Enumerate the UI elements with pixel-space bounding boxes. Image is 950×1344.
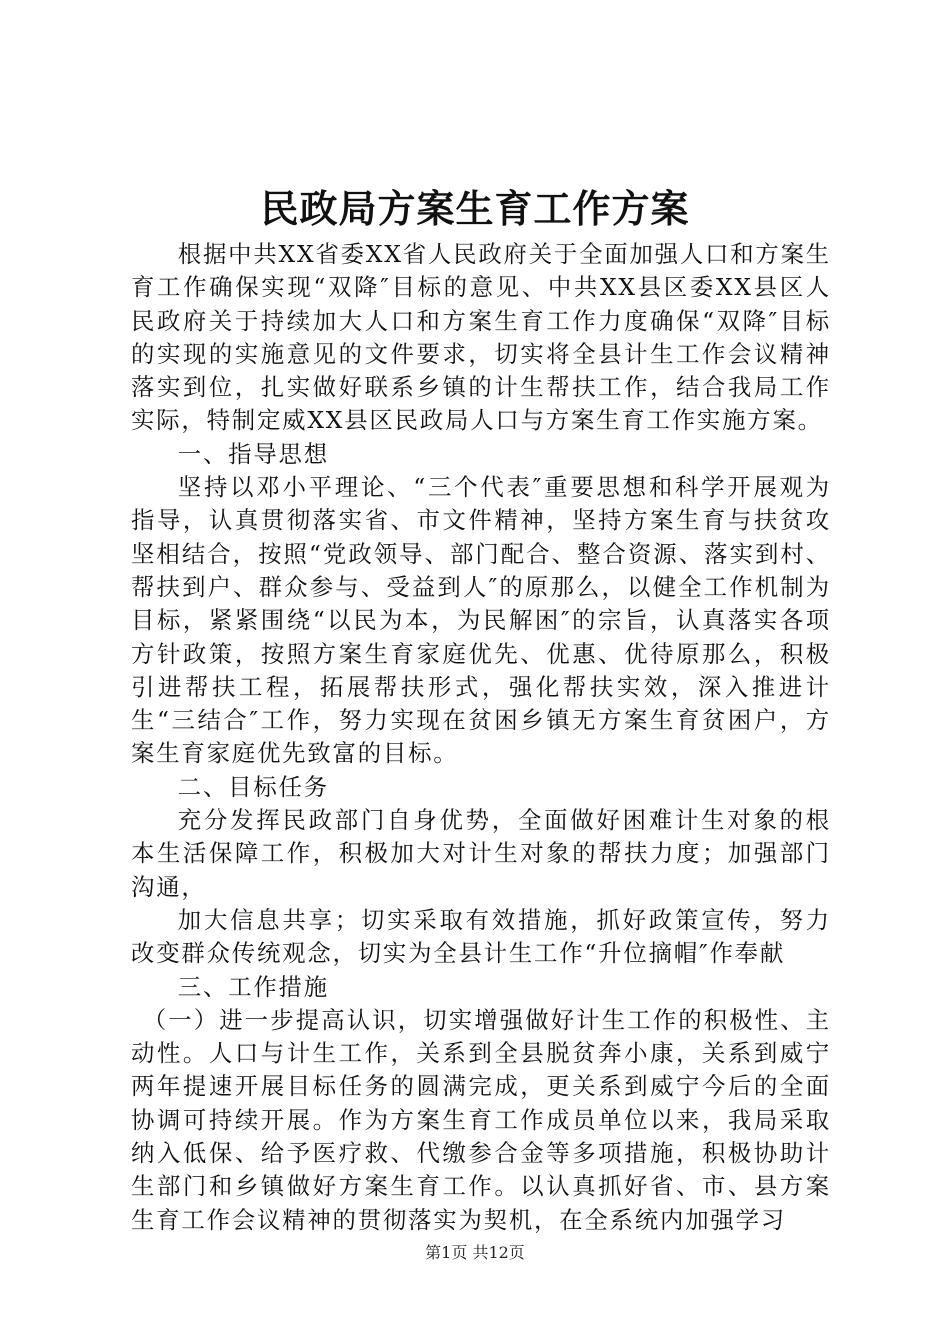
measures-paragraph-1: （一）进一步提高认识，切实增强做好计生工作的积极性、主动性。人口与计生工作，关系到全县脱贫奔小康，关系到威宁两年提速开展目标任务的圆满完成，更关系到威宁今后的全面协调可持续开展。作为方案生育工作成员单位以来，我局采取纳入低保、给予医疗救、代缴参合金等多项措施，积极协助计生部门和乡镇做好方案生育工作。以认真抓好省、市、县方案生育工作会议精神的贯彻落实为契机，在全系统内加强学习 [131,1005,831,1234]
page-number: 第1页 共12页 [425,1243,525,1262]
document-title: 民政局方案生育工作方案 [260,186,690,231]
intro-paragraph: 根据中共XX省委XX省人民政府关于全面加强人口和方案生育工作确保实现“双降″目标的意见、中共XX县区委XX县区人民政府关于持续加大人口和方案生育工作力度确保“双降″目标的实现的实施意见的文件要求，切实将全县计生工作会议精神落实到位，扎实做好联系乡镇的计生帮扶工作，结合我局工作实际，特制定威XX县区民政局人口与方案生育工作实施方案。 [131,240,831,435]
goals-paragraph-2: 加大信息共享；切实采取有效措施，抓好政策宣传，努力改变群众传统观念，切实为全县计生工作“升位摘帽″作奉献 [131,905,831,968]
section-heading-goals: 二、目标任务 [177,772,329,801]
guiding-ideology-paragraph: 坚持以邓小平理论、“三个代表″重要思想和科学开展观为指导，认真贯彻落实省、市文件精神，坚持方案生育与扶贫攻坚相结合，按照“党政领导、部门配合、整合资源、落实到村、帮扶到户、群众参与、受益到人″的原那么，以健全工作机制为目标，紧紧围绕“以民为本，为民解困″的宗旨，认真落实各项方针政策，按照方案生育家庭优先、优惠、优待原那么，积极引进帮扶工程，拓展帮扶形式，强化帮扶实效，深入推进计生“三结合″工作，努力实现在贫困乡镇无方案生育贫困户，方案生育家庭优先致富的目标。 [131,473,831,768]
section-heading-guiding-ideology: 一、指导思想 [177,439,329,468]
document-body [131,238,831,1237]
goals-paragraph-1: 充分发挥民政部门自身优势，全面做好困难计生对象的根本生活保障工作，积极加大对计生对象的帮扶力度；加强部门沟通， [131,806,831,901]
section-heading-measures: 三、工作措施 [177,972,329,1001]
